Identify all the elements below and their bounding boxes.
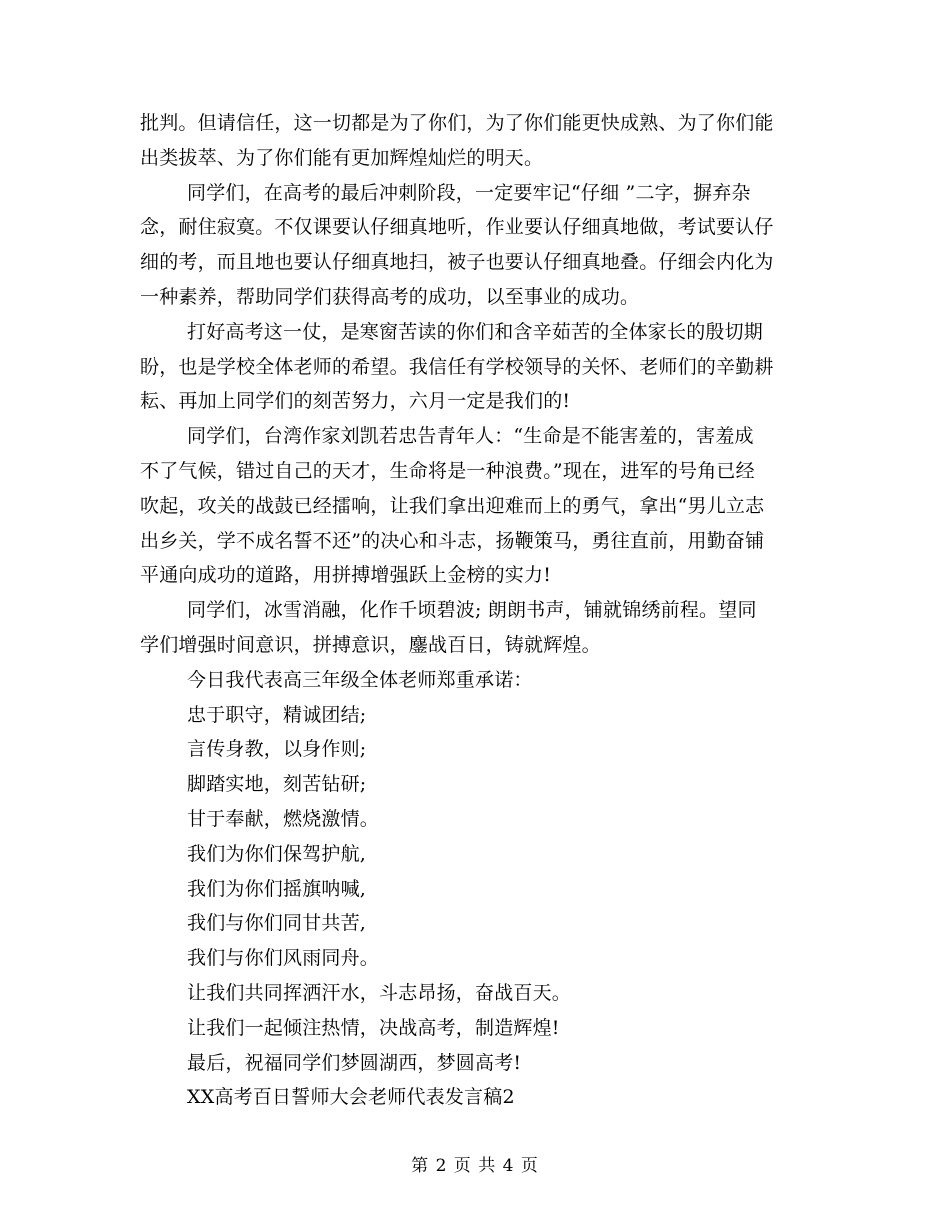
document-body bbox=[140, 106, 820, 1115]
pledge-line: 我们与你们同甘共苦, bbox=[187, 912, 367, 935]
text-line: 出类拔萃、为了你们能有更加辉煌灿烂的明天。 bbox=[140, 146, 544, 169]
paragraph-start-line: 最后，祝福同学们梦圆湖西，梦圆高考! bbox=[187, 1051, 522, 1074]
text-line: 盼，也是学校全体老师的希望。我信任有学校领导的关怀、老师们的辛勤耕 bbox=[140, 355, 774, 378]
paragraph-start-line: 让我们共同挥洒汗水，斗志昂扬，奋战百天。 bbox=[187, 981, 572, 1004]
text-line: 细的考，而且地也要认仔细真地扫，被子也要认仔细真地叠。仔细会内化为 bbox=[140, 251, 774, 274]
text-line: 出乡关，学不成名誓不还”的决心和斗志，扬鞭策马，勇往直前，用勤奋铺 bbox=[140, 529, 765, 552]
text-line: 不了气候，错过自己的天才，生命将是一种浪费。”现在，进军的号角已经 bbox=[140, 459, 755, 482]
paragraph-start-line: 让我们一起倾注热情，决战高考，制造辉煌! bbox=[187, 1016, 560, 1039]
pledge-line: 言传身教，以身作则; bbox=[187, 738, 367, 761]
paragraph-start-line: 今日我代表高三年级全体老师郑重承诺： bbox=[187, 668, 533, 691]
text-line: 耘、再加上同学们的刻苦努力，六月一定是我们的! bbox=[140, 390, 571, 413]
pledge-line: 我们为你们保驾护航, bbox=[187, 842, 367, 865]
text-line: 一种素养，帮助同学们获得高考的成功，以至事业的成功。 bbox=[140, 285, 640, 308]
pledge-line: 我们为你们摇旗呐喊, bbox=[187, 877, 367, 900]
paragraph-start-line: 同学们，冰雪消融，化作千顷碧波; 朗朗书声，铺就锦绣前程。望同 bbox=[187, 599, 757, 622]
page-number-footer: 第 2 页 共 4 页 bbox=[411, 1156, 539, 1176]
text-line: 学们增强时间意识，拼搏意识，鏖战百日，铸就辉煌。 bbox=[140, 633, 601, 656]
text-line: 批判。但请信任，这一切都是为了你们，为了你们能更快成熟、为了你们能 bbox=[140, 112, 774, 134]
text-line: 吹起，攻关的战鼓已经擂响，让我们拿出迎难而上的勇气，拿出“男儿立志 bbox=[140, 494, 765, 517]
text-line: 平通向成功的道路，用拼搏增强跃上金榜的实力! bbox=[140, 564, 552, 587]
pledge-line: 脚踏实地，刻苦钻研; bbox=[187, 773, 367, 796]
text-line: 念，耐住寂寞。不仅课要认仔细真地听，作业要认仔细真地做，考试要认仔 bbox=[140, 216, 774, 239]
paragraph-start-line: 打好高考这一仗，是寒窗苦读的你们和含辛茹苦的全体家长的殷切期 bbox=[187, 320, 764, 343]
pledge-line: 忠于职守，精诚团结; bbox=[187, 703, 367, 726]
pledge-line: 我们与你们风雨同舟。 bbox=[187, 947, 380, 970]
section-title-line: XX高考百日誓师大会老师代表发言稿2 bbox=[187, 1086, 515, 1109]
paragraph-start-line: 同学们，台湾作家刘凯若忠告青年人：“生命是不能害羞的，害羞成 bbox=[187, 425, 754, 448]
paragraph-start-line: 同学们，在高考的最后冲刺阶段，一定要牢记“仔细 ”二字，摒弃杂 bbox=[187, 181, 751, 204]
pledge-line: 甘于奉献，燃烧激情。 bbox=[187, 807, 380, 830]
